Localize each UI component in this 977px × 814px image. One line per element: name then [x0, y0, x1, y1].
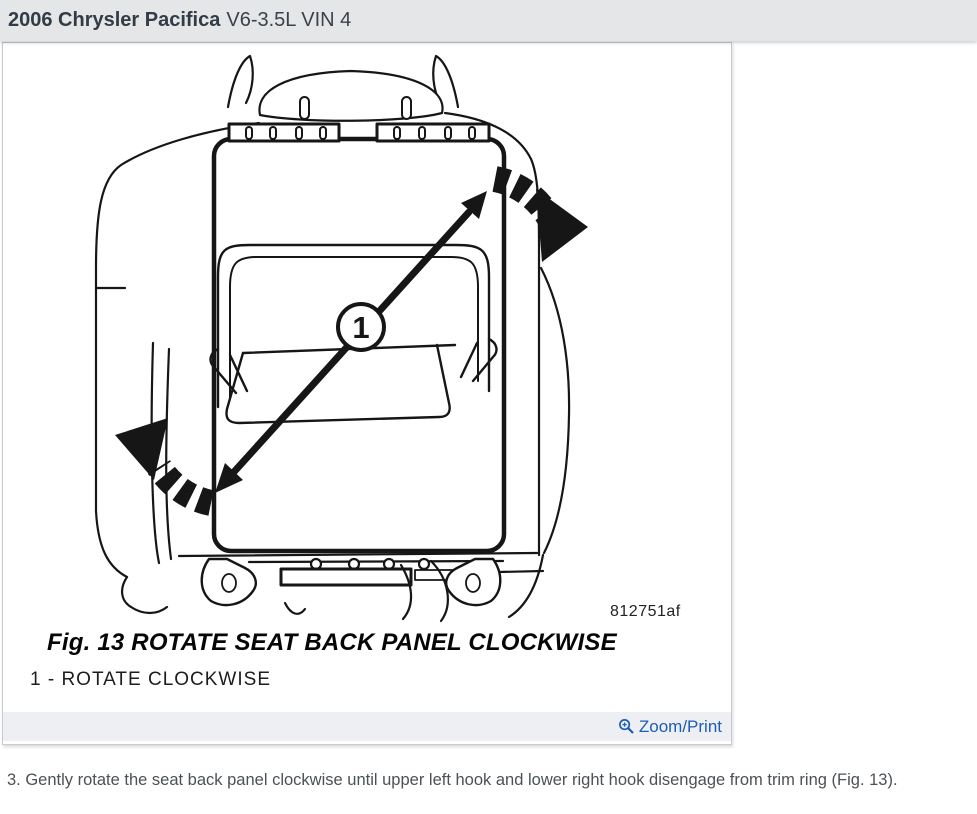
headrest-post-grommet-left: [300, 97, 309, 119]
rotation-arrow-upper-right: [495, 179, 588, 262]
vehicle-subtitle: V6-3.5L VIN 4: [226, 9, 352, 31]
page-header: [0, 0, 977, 41]
seat-bottom-rail: [179, 553, 543, 621]
callout-1-number: 1: [352, 310, 370, 345]
zoom-print-label: Zoom/Print: [638, 716, 722, 736]
figure-legend: 1 - ROTATE CLOCKWISE: [30, 669, 271, 690]
step-instruction: 3. Gently rotate the seat back panel clockwise until upper left hook and lower right hook disengage from trim ring (Fig. 13).: [7, 771, 898, 789]
figure-code: 812751af: [610, 603, 681, 620]
vehicle-title: 2006 Chrysler Pacifica: [8, 9, 221, 31]
figure-panel-footer: [3, 712, 731, 741]
figure-caption: Fig. 13 ROTATE SEAT BACK PANEL CLOCKWISE: [47, 629, 617, 656]
rotation-arrow-lower-left: [115, 418, 211, 503]
magnifier-plus-icon: [618, 718, 635, 735]
headrest-post-grommet-right: [402, 97, 411, 119]
figure-panel: [2, 42, 732, 745]
zoom-print-link[interactable]: [618, 717, 722, 737]
seat-back-diagram: [3, 43, 730, 623]
headrest: [228, 56, 458, 121]
